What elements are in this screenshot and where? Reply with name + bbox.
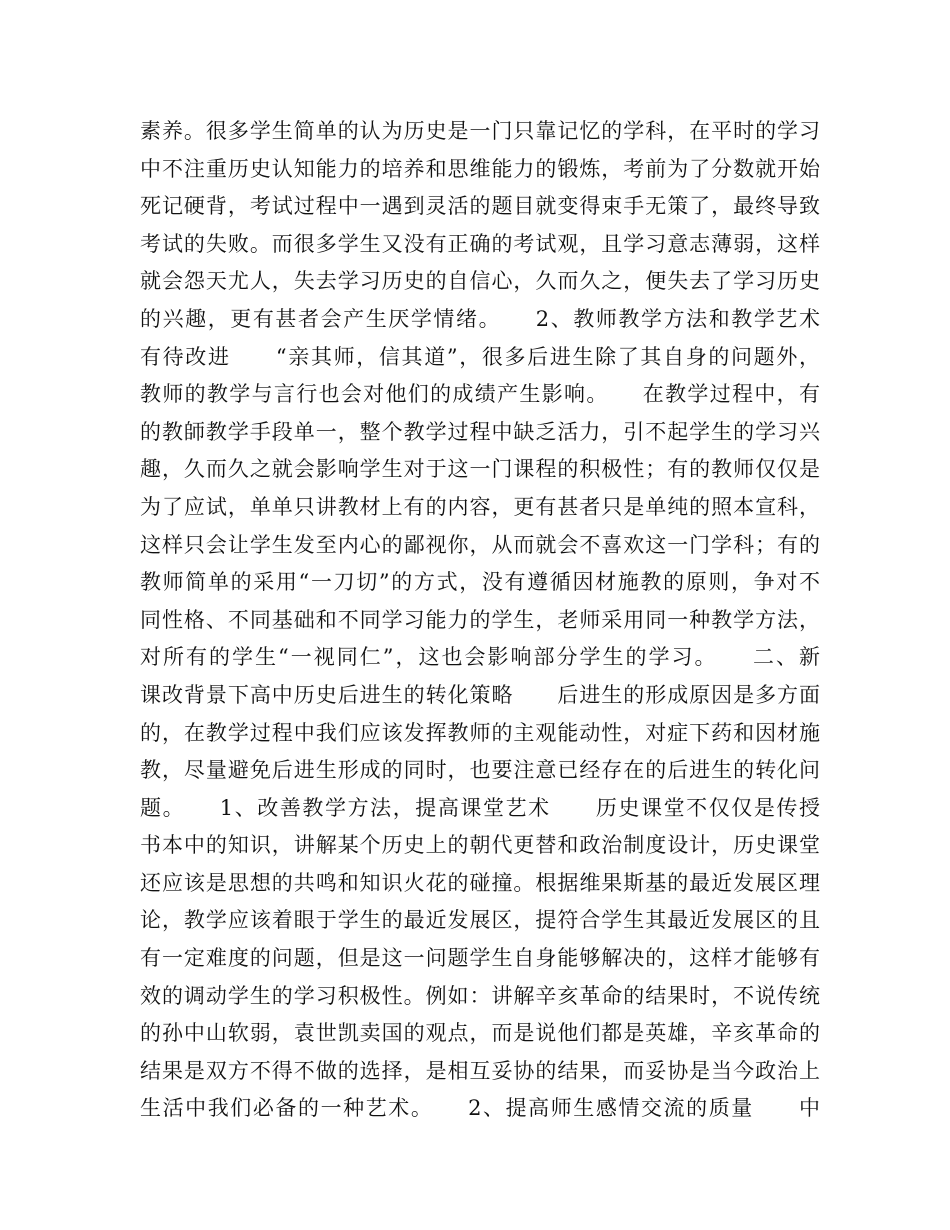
text-line: 教，尽量避免后进生形成的同时，也要注意已经存在的后进生的转化问 [140, 758, 820, 783]
text-line: 为了应试，单单只讲教材上有的内容，更有甚者只是单纯的照本宣科， [140, 494, 820, 519]
text-line: 的，在教学过程中我们应该发挥教师的主观能动性，对症下药和因材施 [140, 720, 820, 745]
text-line: 考试的失败。而很多学生又没有正确的考试观，且学习意志薄弱，这样 [140, 231, 820, 256]
text-line: 教师的教学与言行也会对他们的成绩产生影响。 在教学过程中，有 [140, 382, 820, 407]
text-line: 效的调动学生的学习积极性。例如：讲解辛亥革命的结果时，不说传统 [140, 983, 820, 1008]
text-line: 这样只会让学生发至内心的鄙视你，从而就会不喜欢这一门学科；有的 [140, 532, 820, 557]
text-line: 的兴趣，更有甚者会产生厌学情绪。 2、教师教学方法和教学艺术 [140, 306, 820, 331]
text-line: 的教師教学手段单一，整个教学过程中缺乏活力，引不起学生的学习兴 [140, 419, 820, 444]
text-line: 课改背景下高中历史后进生的转化策略 后进生的形成原因是多方面 [140, 682, 820, 707]
text-line: 有一定难度的问题，但是这一问题学生自身能够解决的，这样才能够有 [140, 946, 820, 971]
text-line: 书本中的知识，讲解某个历史上的朝代更替和政治制度设计，历史课堂 [140, 833, 820, 858]
text-line: 趣，久而久之就会影响学生对于这一门课程的积极性；有的教师仅仅是 [140, 457, 820, 482]
text-line: 素养。很多学生简单的认为历史是一门只靠记忆的学科，在平时的学习 [140, 119, 820, 143]
text-line: 教师简单的采用“一刀切”的方式，没有遵循因材施教的原则，争对不 [140, 570, 820, 595]
text-line: 的孙中山软弱，袁世凯卖国的观点，而是说他们都是英雄，辛亥革命的 [140, 1021, 820, 1046]
text-line: 就会怨天尤人，失去学习历史的自信心，久而久之，便失去了学习历史 [140, 269, 820, 294]
text-line: 结果是双方不得不做的选择，是相互妥协的结果，而妥协是当今政治上 [140, 1058, 820, 1083]
text-line: 有待改进 “亲其师，信其道”，很多后进生除了其自身的问题外， [140, 344, 820, 369]
text-line: 同性格、不同基础和不同学习能力的学生，老师采用同一种教学方法， [140, 607, 820, 632]
body-text [140, 113, 820, 1128]
text-line: 死记硬背，考试过程中一遇到灵活的题目就变得束手无策了，最终导致 [140, 194, 820, 219]
text-line: 题。 1、改善教学方法，提高课堂艺术 历史课堂不仅仅是传授 [140, 795, 820, 820]
text-line: 还应该是思想的共鸣和知识火花的碰撞。根据维果斯基的最近发展区理 [140, 870, 820, 895]
text-line: 对所有的学生“一视同仁”，这也会影响部分学生的学习。 二、新 [140, 645, 820, 670]
text-line: 论，教学应该着眼于学生的最近发展区，提符合学生其最近发展区的且 [140, 908, 820, 933]
text-line: 生活中我们必备的一种艺术。 2、提高师生感情交流的质量 中 [140, 1096, 820, 1121]
text-line: 中不注重历史认知能力的培养和思维能力的锻炼，考前为了分数就开始 [140, 156, 820, 181]
